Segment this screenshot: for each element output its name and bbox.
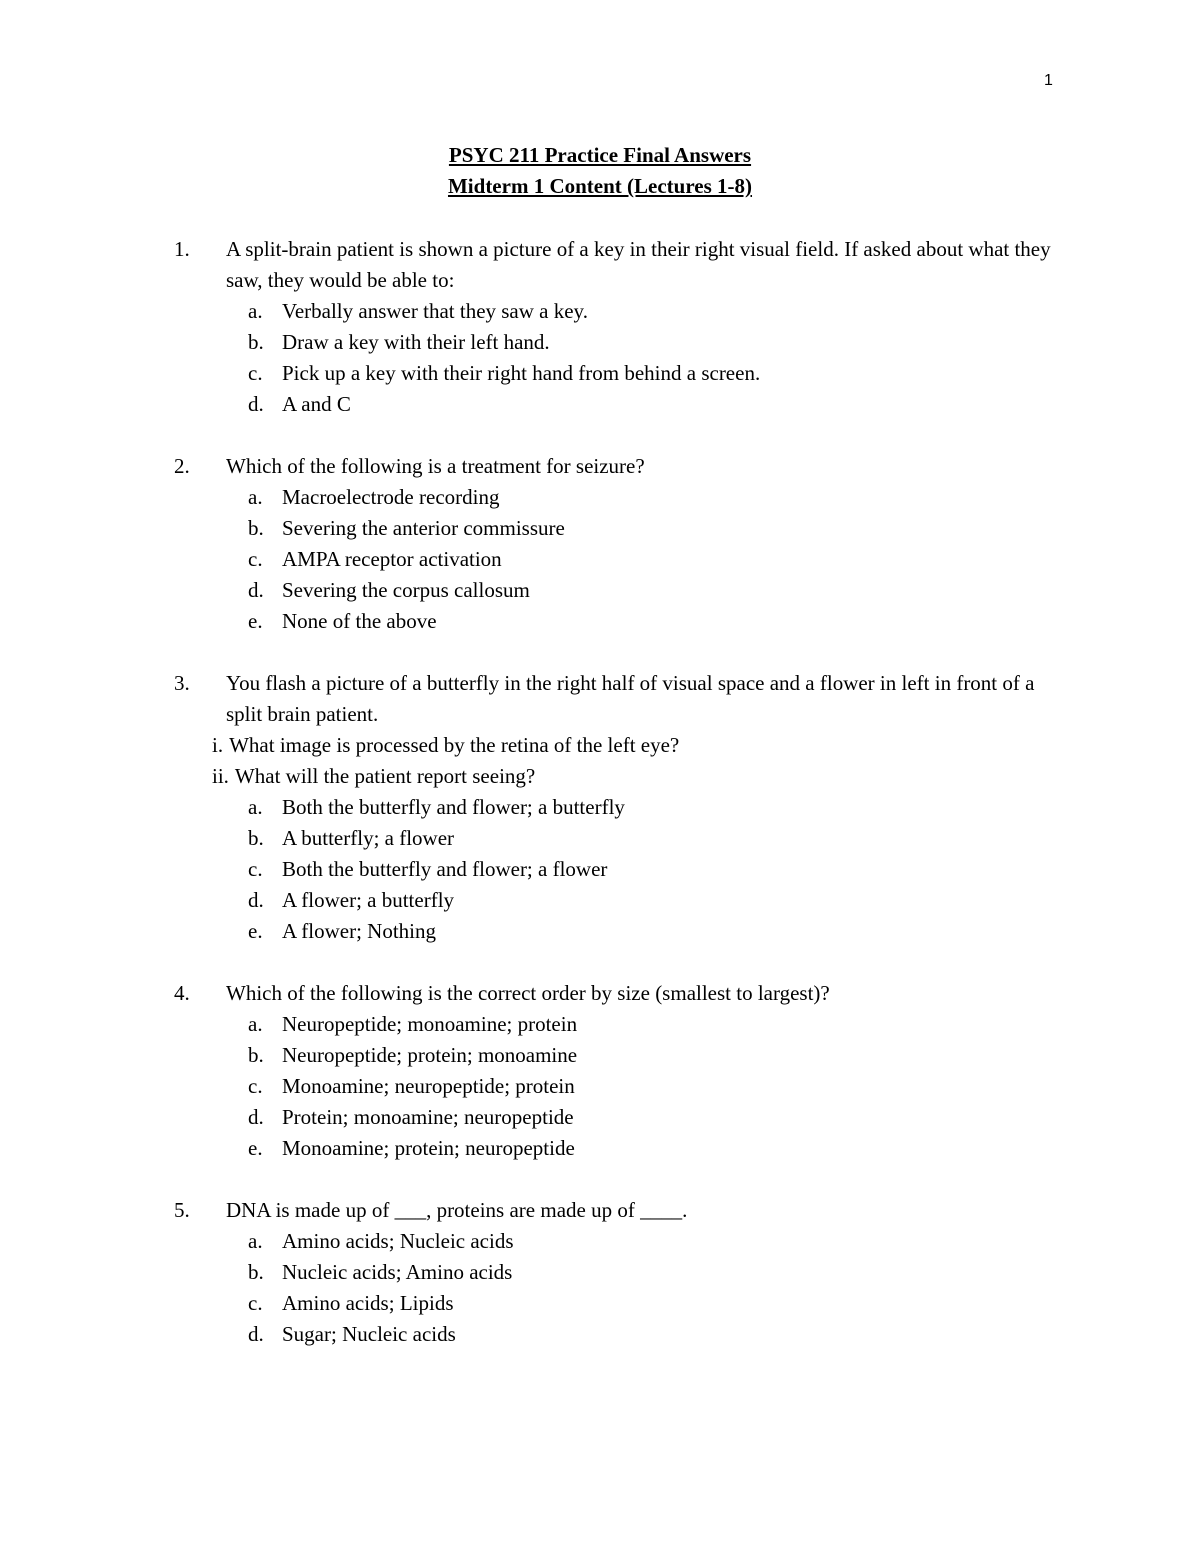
option-text: None of the above [282,609,437,633]
question-text: You flash a picture of a butterfly in the right half of visual space and a flower in left in front of a split brain patient. [226,671,1035,726]
option-letter: d. [248,1105,264,1129]
option-letter: c. [248,857,263,881]
option-letter: b. [248,1260,264,1284]
option-text: Verbally answer that they saw a key. [282,299,588,323]
option-letter: e. [248,1136,263,1160]
answer-option [0,358,1200,389]
answer-option [0,1226,1200,1257]
option-letter: b. [248,826,264,850]
option-letter: d. [248,392,264,416]
answer-option [0,1319,1200,1350]
question-text: Which of the following is a treatment for seizure? [226,454,645,478]
answer-option [0,1040,1200,1071]
option-letter: e. [248,609,263,633]
answer-option [0,792,1200,823]
option-letter: d. [248,888,264,912]
answer-option [0,823,1200,854]
question-2 [0,451,1200,637]
option-text: AMPA receptor activation [282,547,502,571]
question-stem [0,978,1066,1009]
option-text: Monoamine; protein; neuropeptide [282,1136,575,1160]
option-text: Protein; monoamine; neuropeptide [282,1105,574,1129]
question-text: DNA is made up of ___, proteins are made up of ____. [226,1198,688,1222]
option-text: Severing the corpus callosum [282,578,530,602]
question-3 [0,668,1200,947]
answer-option [0,885,1200,916]
answer-option [0,1257,1200,1288]
question-stem [0,451,1066,482]
answer-option [0,296,1200,327]
answer-option [0,544,1200,575]
option-letter: c. [248,547,263,571]
question-number: 4. [174,981,190,1005]
option-letter: c. [248,361,263,385]
option-letter: b. [248,516,264,540]
subpart-number: ii. [212,764,229,788]
option-letter: a. [248,485,263,509]
document-title [0,140,1200,202]
option-text: Neuropeptide; protein; monoamine [282,1043,578,1067]
answer-option [0,482,1200,513]
option-letter: a. [248,1012,263,1036]
title-line-1: PSYC 211 Practice Final Answers [448,143,752,167]
question-subpart [0,730,1200,761]
question-text: Which of the following is the correct order by size (smallest to largest)? [226,981,830,1005]
option-text: Nucleic acids; Amino acids [282,1260,513,1284]
answer-option [0,1133,1200,1164]
answer-option [0,513,1200,544]
option-letter: c. [248,1074,263,1098]
option-text: A flower; a butterfly [282,888,455,912]
answer-option [0,1071,1200,1102]
option-letter: b. [248,330,264,354]
answer-option [0,389,1200,420]
option-text: Draw a key with their left hand. [282,330,550,354]
answer-option [0,916,1200,947]
option-text: Monoamine; neuropeptide; protein [282,1074,575,1098]
option-text: Both the butterfly and flower; a butterfly [282,795,625,819]
question-stem [0,234,1066,296]
question-5 [0,1195,1200,1350]
question-stem [0,668,1066,730]
question-number: 3. [174,671,190,695]
answer-option [0,327,1200,358]
question-4 [0,978,1200,1164]
subpart-text: What will the patient report seeing? [234,764,536,788]
option-text: A butterfly; a flower [282,826,455,850]
option-text: Amino acids; Nucleic acids [282,1229,514,1253]
option-text: Pick up a key with their right hand from behind a screen. [282,361,761,385]
answer-option [0,1102,1200,1133]
option-letter: d. [248,1322,264,1346]
answer-option [0,854,1200,885]
answer-option [0,575,1200,606]
answer-option [0,606,1200,637]
title-line-2: Midterm 1 Content (Lectures 1-8) [447,174,753,198]
option-letter: a. [248,1229,263,1253]
option-letter: e. [248,919,263,943]
option-letter: b. [248,1043,264,1067]
question-stem [0,1195,1066,1226]
option-text: Amino acids; Lipids [282,1291,454,1315]
option-text: Severing the anterior commissure [282,516,565,540]
option-letter: c. [248,1291,263,1315]
subpart-text: What image is processed by the retina of the left eye? [229,733,680,757]
answer-option [0,1288,1200,1319]
option-text: Both the butterfly and flower; a flower [282,857,608,881]
question-number: 5. [174,1198,190,1222]
option-letter: a. [248,299,263,323]
option-text: Neuropeptide; monoamine; protein [282,1012,578,1036]
question-number: 2. [174,454,190,478]
question-subpart [0,761,1200,792]
option-letter: a. [248,795,263,819]
question-list [0,234,1200,1381]
option-letter: d. [248,578,264,602]
question-text: A split-brain patient is shown a picture of a key in their right visual field. If asked about what they saw, they would be able to: [226,237,1051,292]
question-number: 1. [174,237,190,261]
subpart-number: i. [212,733,224,757]
option-text: A and C [282,392,351,416]
page-number: 1 [1044,72,1053,89]
option-text: A flower; Nothing [282,919,436,943]
answer-option [0,1009,1200,1040]
question-1 [0,234,1200,420]
option-text: Macroelectrode recording [282,485,500,509]
option-text: Sugar; Nucleic acids [282,1322,456,1346]
